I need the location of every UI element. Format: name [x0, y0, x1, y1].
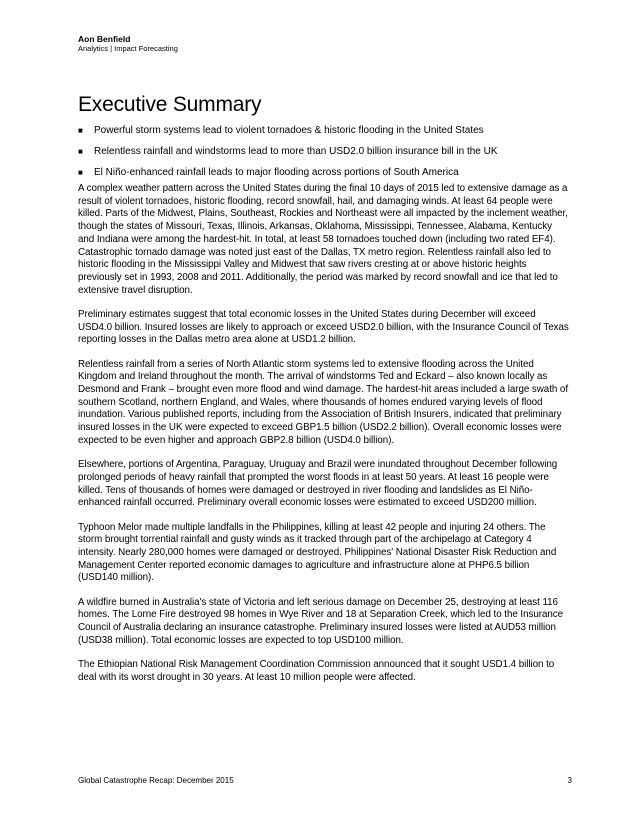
body-text: [78, 183, 570, 696]
bullet-item: [78, 167, 578, 179]
bullet-item: [78, 125, 578, 137]
bullet-text: Relentless rainfall and windstorms lead to more than USD2.0 billion insurance bill in the UK: [94, 146, 498, 157]
bullet-text: El Niño-enhanced rainfall leads to major flooding across portions of South America: [94, 167, 459, 178]
footer-title: Global Catastrophe Recap: December 2015: [78, 776, 234, 785]
page-header: [78, 34, 178, 54]
paragraph-south-america: Elsewhere, portions of Argentina, Paraguay, Uruguay and Brazil were inundated throughout December following prolonged periods of heavy rainfall that prompted the worst floods in at least 50 years. At least 16 people were killed. Tens of thousands of homes were damaged or destroyed in river flooding and landslides as El Niño-enhanced rainfall occurred. Preliminary overall economic losses were estimated to exceed USD200 million.: [78, 459, 558, 509]
paragraph-australia-wildfire: A wildfire burned in Australia's state of Victoria and left serious damage on December 25, destroying at least 116 homes. The Lorne Fire destroyed 98 homes in Wye River and 18 at Separation Creek, which led to the Insurance Council of Australia declaring an insurance catastrophe. Preliminary insured losses were listed at AUD53 million (USD38 million). Total economic losses are expected to top USD100 million.: [78, 596, 563, 646]
paragraph-us-losses: Preliminary estimates suggest that total economic losses in the United States during December will exceed USD4.0 billion. Insured losses are likely to approach or exceed USD2.0 billion, with the Insurance Council of Texas reporting losses in the Dallas metro area alone at USD1.2 billion.: [78, 308, 569, 346]
summary-bullets: [78, 125, 578, 188]
division-name: Analytics | Impact Forecasting: [78, 44, 178, 53]
page-number: 3: [567, 776, 572, 785]
paragraph-ethiopia-drought: The Ethiopian National Risk Management Coordination Commission announced that it sought USD1.4 billion to deal with its worst drought in 30 years. At least 10 million people were affected.: [78, 659, 555, 683]
bullet-marker-icon: ■: [78, 147, 83, 156]
bullet-marker-icon: ■: [78, 126, 83, 135]
paragraph-typhoon-melor: Typhoon Melor made multiple landfalls in the Philippines, killing at least 42 people and injuring 24 others. The storm brought torrential rainfall and gusty winds as it tracked through part of the archipelago at Category 4 intensity. Nearly 280,000 homes were damaged or destroyed. Philippines' National Disaster Risk Reduction and Management Center reported economic damages to agriculture and infrastructure alone at PHP6.5 billion (USD140 million).: [78, 521, 557, 584]
bullet-item: [78, 146, 578, 158]
bullet-text: Powerful storm systems lead to violent tornadoes & historic flooding in the United States: [94, 125, 484, 136]
page-title: Executive Summary: [78, 93, 262, 116]
company-name: Aon Benfield: [78, 34, 131, 44]
paragraph-us-storms: A complex weather pattern across the United States during the final 10 days of 2015 led to extensive damage as a result of violent tornadoes, historic flooding, record snowfall, hail, and damaging winds. At least 64 people were killed. Parts of the Midwest, Plains, Southeast, Rockies and Northeast were all impacted by the inclement weather, though the states of Missouri, Texas, Illinois, Arkansas, Oklahoma, Mississippi, Tennessee, Alabama, Kentucky and Indiana were among the hardest-hit. In total, at least 58 tornadoes touched down (including two rated EF4). Catastrophic tornado damage was noted just east of the Dallas, TX metro region. Relentless rainfall also led to historic flooding in the Mississippi Valley and Midwest that saw rivers cresting at or above historic heights previously set in 1993, 2008 and 2011. Additionally, the period was marked by record snowfall and ice that led to extensive travel disruption.: [78, 183, 568, 296]
paragraph-uk-flooding: Relentless rainfall from a series of North Atlantic storm systems led to extensive flooding across the United Kingdom and Ireland throughout the month. The arrival of windstorms Ted and Eckard – also known locally as Desmond and Frank – brought even more flood and wind damage. The hardest-hit areas included a large swath of southern Scotland, northern England, and Wales, where thousands of homes endured varying levels of flood inundation. Various published reports, including from the Association of British Insurers, indicated that preliminary insured losses in the UK were expected to exceed GBP1.5 billion (USD2.2 billion). Overall economic losses were expected to be even higher and approach GBP2.8 billion (USD4.0 billion).: [78, 358, 569, 446]
bullet-marker-icon: ■: [78, 168, 83, 177]
